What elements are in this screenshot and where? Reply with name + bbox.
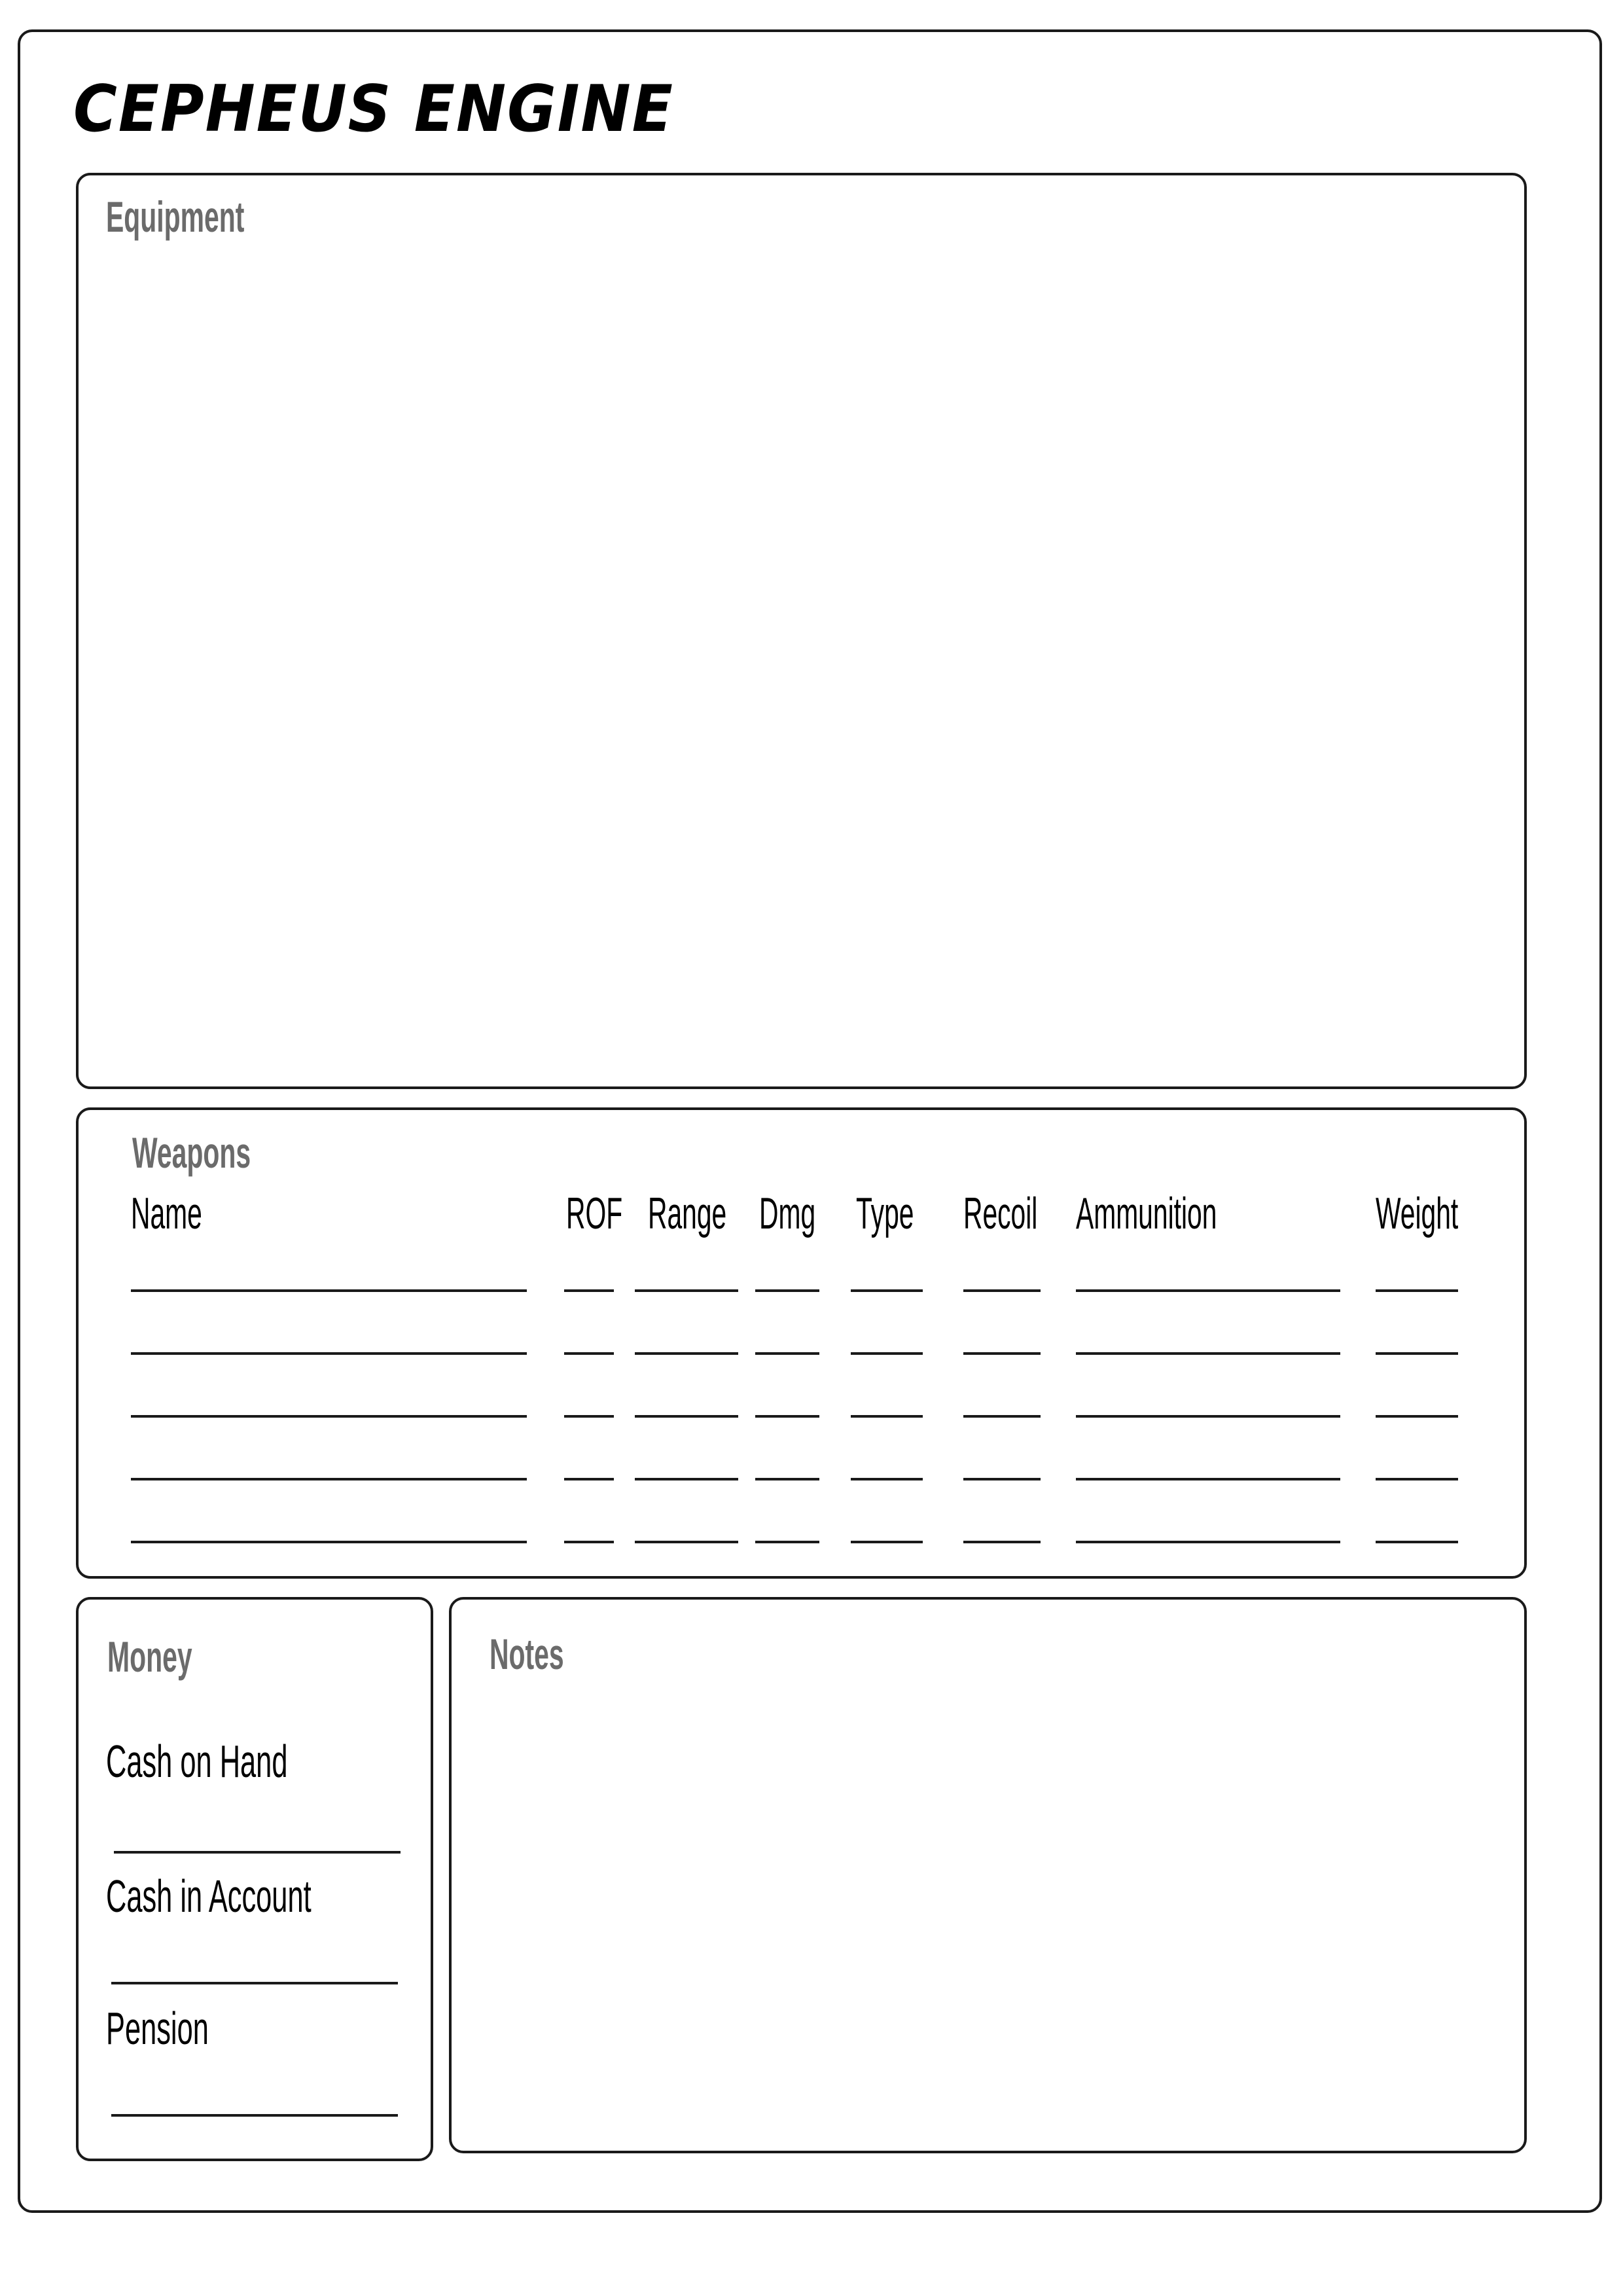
weapon-name-field[interactable] [131,1415,527,1418]
weapon-recoil-field[interactable] [963,1289,1041,1292]
weapon-rof-field[interactable] [564,1478,614,1480]
column-ammunition: Ammunition [1076,1189,1217,1238]
equipment-box[interactable] [76,173,1527,1089]
column-type: Type [856,1189,914,1238]
notes-label: Notes [490,1630,564,1678]
column-name: Name [131,1189,202,1238]
weapon-ammunition-field[interactable] [1076,1415,1340,1418]
weapon-rof-field[interactable] [564,1541,614,1543]
weapon-weight-field[interactable] [1376,1415,1458,1418]
weapon-type-field[interactable] [851,1415,923,1418]
weapon-type-field[interactable] [851,1541,923,1543]
weapons-label: Weapons [132,1128,251,1177]
weapon-name-field[interactable] [131,1478,527,1480]
equipment-label: Equipment [106,192,245,241]
column-range: Range [648,1189,727,1238]
weapon-range-field[interactable] [635,1541,738,1543]
weapon-range-field[interactable] [635,1415,738,1418]
weapon-dmg-field[interactable] [755,1478,819,1480]
cash-on-hand-label: Cash on Hand [106,1736,288,1787]
weapon-recoil-field[interactable] [963,1478,1041,1480]
weapon-dmg-field[interactable] [755,1289,819,1292]
weapon-ammunition-field[interactable] [1076,1352,1340,1355]
pension-label: Pension [106,2003,209,2054]
weapon-recoil-field[interactable] [963,1415,1041,1418]
weapon-weight-field[interactable] [1376,1352,1458,1355]
weapon-recoil-field[interactable] [963,1352,1041,1355]
notes-box[interactable] [449,1597,1527,2153]
weapon-type-field[interactable] [851,1352,923,1355]
page-title: CEPHEUS ENGINE [73,72,674,147]
weapon-name-field[interactable] [131,1541,527,1543]
weapon-weight-field[interactable] [1376,1289,1458,1292]
weapon-dmg-field[interactable] [755,1541,819,1543]
weapon-ammunition-field[interactable] [1076,1541,1340,1543]
weapon-name-field[interactable] [131,1289,527,1292]
pension-field[interactable] [111,2114,398,2117]
weapon-ammunition-field[interactable] [1076,1289,1340,1292]
column-dmg: Dmg [759,1189,816,1238]
cash-in-account-field[interactable] [111,1982,398,1984]
weapon-rof-field[interactable] [564,1352,614,1355]
weapon-range-field[interactable] [635,1478,738,1480]
weapon-type-field[interactable] [851,1478,923,1480]
weapons-box [76,1107,1527,1579]
weapon-range-field[interactable] [635,1289,738,1292]
weapon-name-field[interactable] [131,1352,527,1355]
weapon-weight-field[interactable] [1376,1478,1458,1480]
weapon-range-field[interactable] [635,1352,738,1355]
column-recoil: Recoil [963,1189,1038,1238]
weapon-rof-field[interactable] [564,1289,614,1292]
weapon-dmg-field[interactable] [755,1415,819,1418]
weapon-ammunition-field[interactable] [1076,1478,1340,1480]
weapon-weight-field[interactable] [1376,1541,1458,1543]
column-rof: ROF [566,1189,623,1238]
money-label: Money [107,1632,192,1681]
cash-on-hand-field[interactable] [114,1851,401,1854]
weapon-rof-field[interactable] [564,1415,614,1418]
weapon-type-field[interactable] [851,1289,923,1292]
column-weight: Weight [1376,1189,1459,1238]
weapon-dmg-field[interactable] [755,1352,819,1355]
weapon-recoil-field[interactable] [963,1541,1041,1543]
cash-in-account-label: Cash in Account [106,1871,312,1922]
